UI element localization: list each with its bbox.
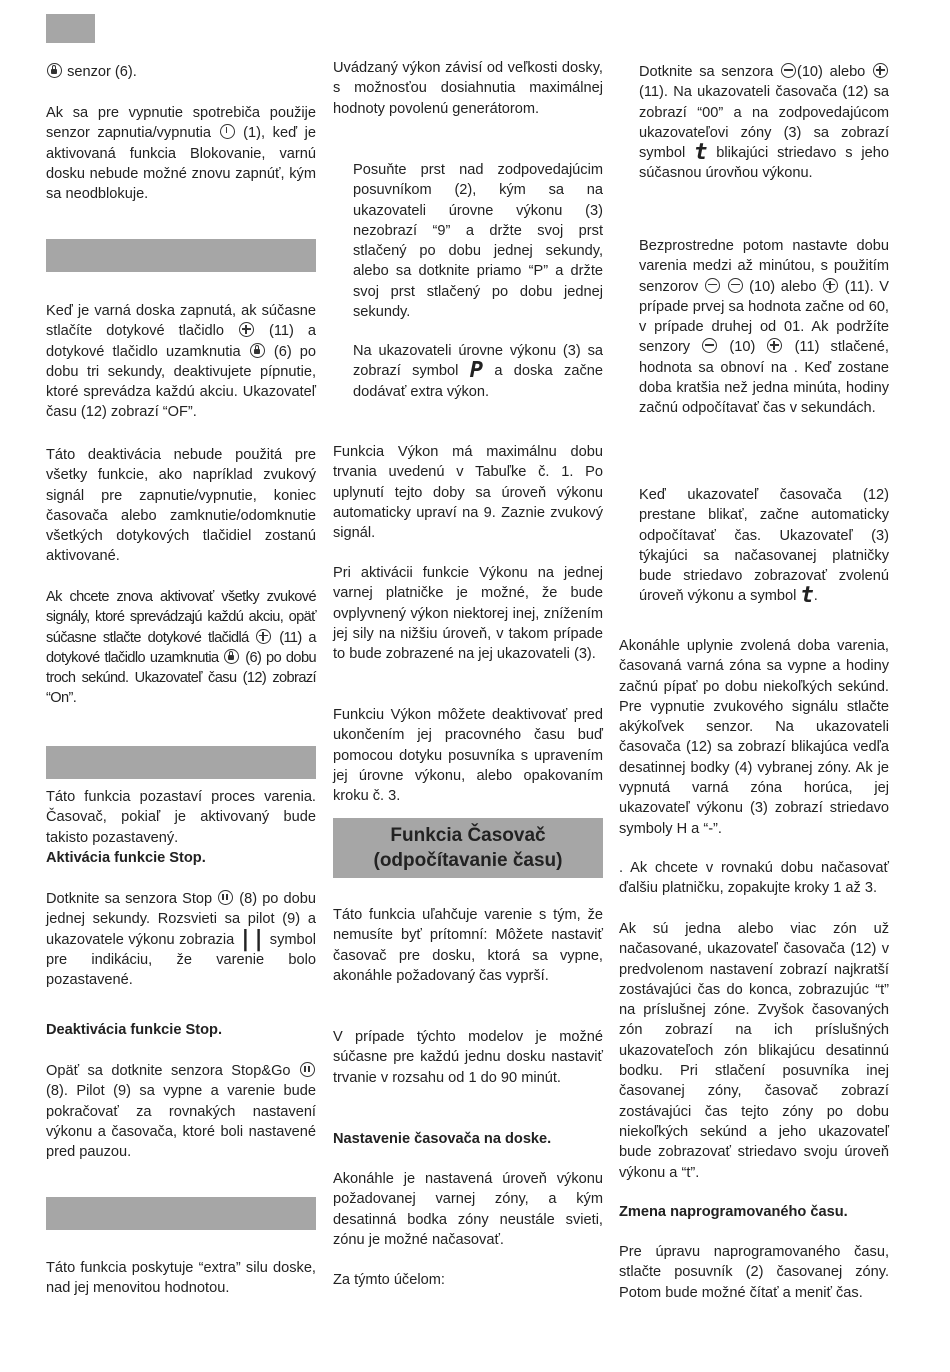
paragraph: Akonáhle je nastavená úroveň výkonu požadovanej varnej zóny, a kým desatinná bodka zóny neustále svieti, zónu je možné načasovať. bbox=[333, 1171, 603, 1248]
minus-icon bbox=[728, 278, 743, 293]
heading-line-1: Funkcia Časovač bbox=[390, 825, 546, 846]
paragraph: Táto funkcia pozastaví proces varenia. Časovač, pokiaľ je aktivovaný bude takisto pozastavený. bbox=[46, 789, 316, 846]
section-tab-marker bbox=[46, 14, 95, 43]
plus-icon bbox=[256, 629, 271, 644]
subheading: Aktivácia funkcie Stop. bbox=[46, 850, 206, 866]
timer-section-heading bbox=[333, 818, 603, 878]
paragraph: Bezprostredne potom nastavte dobu varenia medzi až minútou, s použitím senzorov (10) alebo (11). V prípade prvej sa hodnota začne od 60, v prípade druhej od 01. Ak podržíte senzory (10) (11) stlačené, hodnota sa obnoví na . Keď zostane doba kratšia než jedna minúta, hodiny začnú odpočítavať čas v sekundách. bbox=[639, 238, 890, 417]
lock-icon bbox=[47, 63, 62, 78]
paragraph: Keď je varná doska zapnutá, ak súčasne stlačíte dotykové tlačidlo (11) a dotykové tlačidlo uzamknutia (6) po dobu tri sekundy, deaktivujete pípnutie, ktoré sprevádza každú akciu. Ukazovateľ času (12) zobrazí “OF”. bbox=[46, 303, 317, 421]
paragraph: Akonáhle uplynie zvolená doba varenia, časovaná varná zóna sa vypne a hodiny začnú pípať po dobu niekoľkých sekúnd. Pre vypnutie zvukového signálu stlačte akýkoľvek senzor. Na ukazovateli časovača (12) sa zobrazí blikajúca vedľa desatinnej bodky (4) vybranej zóny. Ak je vypnutá varná zóna horúca, jej ukazovateľ výkonu (3) zobrazí striedavo symboly H a “-”. bbox=[619, 638, 889, 837]
pause-display-icon: || bbox=[238, 926, 266, 952]
paragraph: Táto funkcia uľahčuje varenie s tým, že nemusíte byť prítomní: Môžete nastaviť časovač pre dosku, ktorá sa vypne, akonáhle požadovaný čas vyprší. bbox=[333, 907, 603, 984]
heading-line-2: (odpočítavanie času) bbox=[373, 850, 563, 871]
paragraph: Funkciu Výkon môžete deaktivovať pred ukončením jej pracovného času buď pomocou dotyku posuvníka s upravením jej úrovne výkonu, alebo opakovaním kroku č. 3. bbox=[333, 707, 603, 805]
paragraph: Uvádzaný výkon závisí od veľkosti dosky, s možnosťou dosiahnutia maximálnej hodnoty povolenú generátorom. bbox=[333, 60, 603, 117]
minus-icon bbox=[781, 63, 796, 78]
paragraph: Dotknite sa senzora Stop (8) po dobu jednej sekundy. Rozsvieti sa pilot (9) a ukazovatele výkonu zobrazia || symbol pre indikáciu, že varenie bolo pozastavené. bbox=[46, 891, 316, 989]
lock-icon bbox=[250, 343, 265, 358]
section-header-bar bbox=[46, 746, 316, 779]
paragraph: . Ak chcete v rovnakú dobu načasovať ďalšiu platničku, zopakujte kroky 1 až 3. bbox=[619, 860, 889, 897]
timer-display-icon: t bbox=[694, 140, 708, 166]
paragraph: Ak sú jedna alebo viac zón už načasované, ukazovateľ časovača (12) v predvolenom nastavení zobrazí najkratší zostávajúci čas do konca, zobrazujúc “t” na príslušnej zóne. Zvyšok časovaných zón zobrazí na ich príslušných ukazovateľoch zón blikajúcu desatinnú bodku. Pri stlačení posuvníka inej časovanej zóny, časovač zobrazí zostávajúci čas tejto zóny po dobu niekoľkých sekúnd a jeho ukazovateľ bude zobrazovať striedavo svoju úroveň výkonu a “t”. bbox=[619, 921, 889, 1181]
paragraph: Táto deaktivácia nebude použitá pre všetky funkcie, ako napríklad zvukový signál pre zapnutie/vypnutie, koniec časovača alebo zamknutie/odomknutie všetkých dotykových tlačidiel zostanú aktivované. bbox=[46, 447, 316, 565]
paragraph: Pre úpravu naprogramovaného času, stlačte posuvník (2) časovanej zóny. Potom bude možné čítať a meniť čas. bbox=[619, 1244, 889, 1301]
pause-icon bbox=[218, 890, 233, 905]
paragraph: Za týmto účelom: bbox=[333, 1272, 445, 1288]
plus-icon bbox=[239, 322, 254, 337]
power-icon bbox=[220, 124, 235, 139]
pause-icon bbox=[300, 1062, 315, 1077]
plus-icon bbox=[767, 338, 782, 353]
section-header-bar bbox=[46, 1197, 316, 1230]
subheading: Nastavenie časovača na doske. bbox=[333, 1131, 552, 1147]
minus-icon bbox=[705, 278, 720, 293]
power-boost-display-icon: P bbox=[469, 358, 483, 384]
paragraph: Opäť sa dotknite senzora Stop&Go (8). Pilot (9) sa vypne a varenie bude pokračovať za rovnakých nastavení výkonu a časovača, ktoré boli nastavené pred pauzou. bbox=[46, 1063, 316, 1161]
paragraph: Funkcia Výkon má maximálnu dobu trvania uvedenú v Tabuľke č. 1. Po uplynutí tejto doby sa úroveň výkonu automaticky upraví na 9. Zaznie zvukový signál. bbox=[333, 444, 603, 542]
section-header-bar bbox=[46, 239, 316, 272]
paragraph: senzor (6). bbox=[46, 62, 316, 82]
paragraph: Ak chcete znova aktivovať všetky zvukové signály, ktoré sprevádzajú každú akciu, opäť súčasne stlačte dotykové tlačidlá (11) a dotykové tlačidlo uzamknutia (6) po dobu troch sekúnd. Ukazovateľ času (12) zobrazí “On”. bbox=[46, 589, 316, 707]
plus-icon bbox=[823, 278, 838, 293]
paragraph: Pri aktivácii funkcie Výkonu na jednej varnej platničke je možné, že bude ovplyvnený výkon niektorej inej, znížením jej sily na nižšiu úroveň, v takom prípade to bude zobrazené na jej ukazovateli (3). bbox=[333, 565, 603, 663]
paragraph: Dotknite sa senzora (10) alebo (11). Na ukazovateli časovača (12) sa zobrazí “00” a na zodpovedajúcom ukazovateľovi zóny (3) sa zobrazí symbol t blikajúci striedavo s jeho súčasnou úrovňou výkonu. bbox=[639, 64, 889, 182]
paragraph: Keď ukazovateľ časovača (12) prestane blikať, začne automaticky odpočítavať čas. Ukazovateľ (3) týkajúci sa načasovanej platničky bude striedavo zobrazovať zvolenú úroveň výkonu a symbol t. bbox=[639, 487, 889, 609]
timer-display-icon: t bbox=[800, 583, 814, 609]
paragraph: Táto funkcia poskytuje “extra” silu doske, nad jej menovitou hodnotou. bbox=[46, 1260, 316, 1297]
lock-icon bbox=[224, 649, 239, 664]
paragraph: V prípade týchto modelov je možné súčasne pre každú jednu dosku nastaviť trvanie v rozsahu od 1 do 90 minút. bbox=[333, 1029, 603, 1086]
subheading: Deaktivácia funkcie Stop. bbox=[46, 1022, 223, 1038]
paragraph: Ak sa pre vypnutie spotrebiča použije senzor zapnutia/vypnutia (1), keď je aktivovaná funkcia Blokovanie, varnú dosku nebude možné znovu zapnúť, kým sa neodblokuje. bbox=[46, 105, 316, 203]
minus-icon bbox=[702, 338, 717, 353]
paragraph: Posuňte prst nad zodpovedajúcim posuvníkom (2), kým sa na ukazovateli úrovne výkonu (3) nezobrazí “9” a držte svoj prst stlačený po dobu jednej sekundy, alebo sa dotknite priamo “P” a držte svoj prst stlačený po dobu jednej sekundy. bbox=[353, 162, 603, 321]
paragraph: Na ukazovateli úrovne výkonu (3) sa zobrazí symbol P a doska začne dodávať extra výkon. bbox=[353, 343, 603, 400]
subheading: Zmena naprogramovaného času. bbox=[619, 1204, 848, 1220]
plus-icon bbox=[873, 63, 888, 78]
